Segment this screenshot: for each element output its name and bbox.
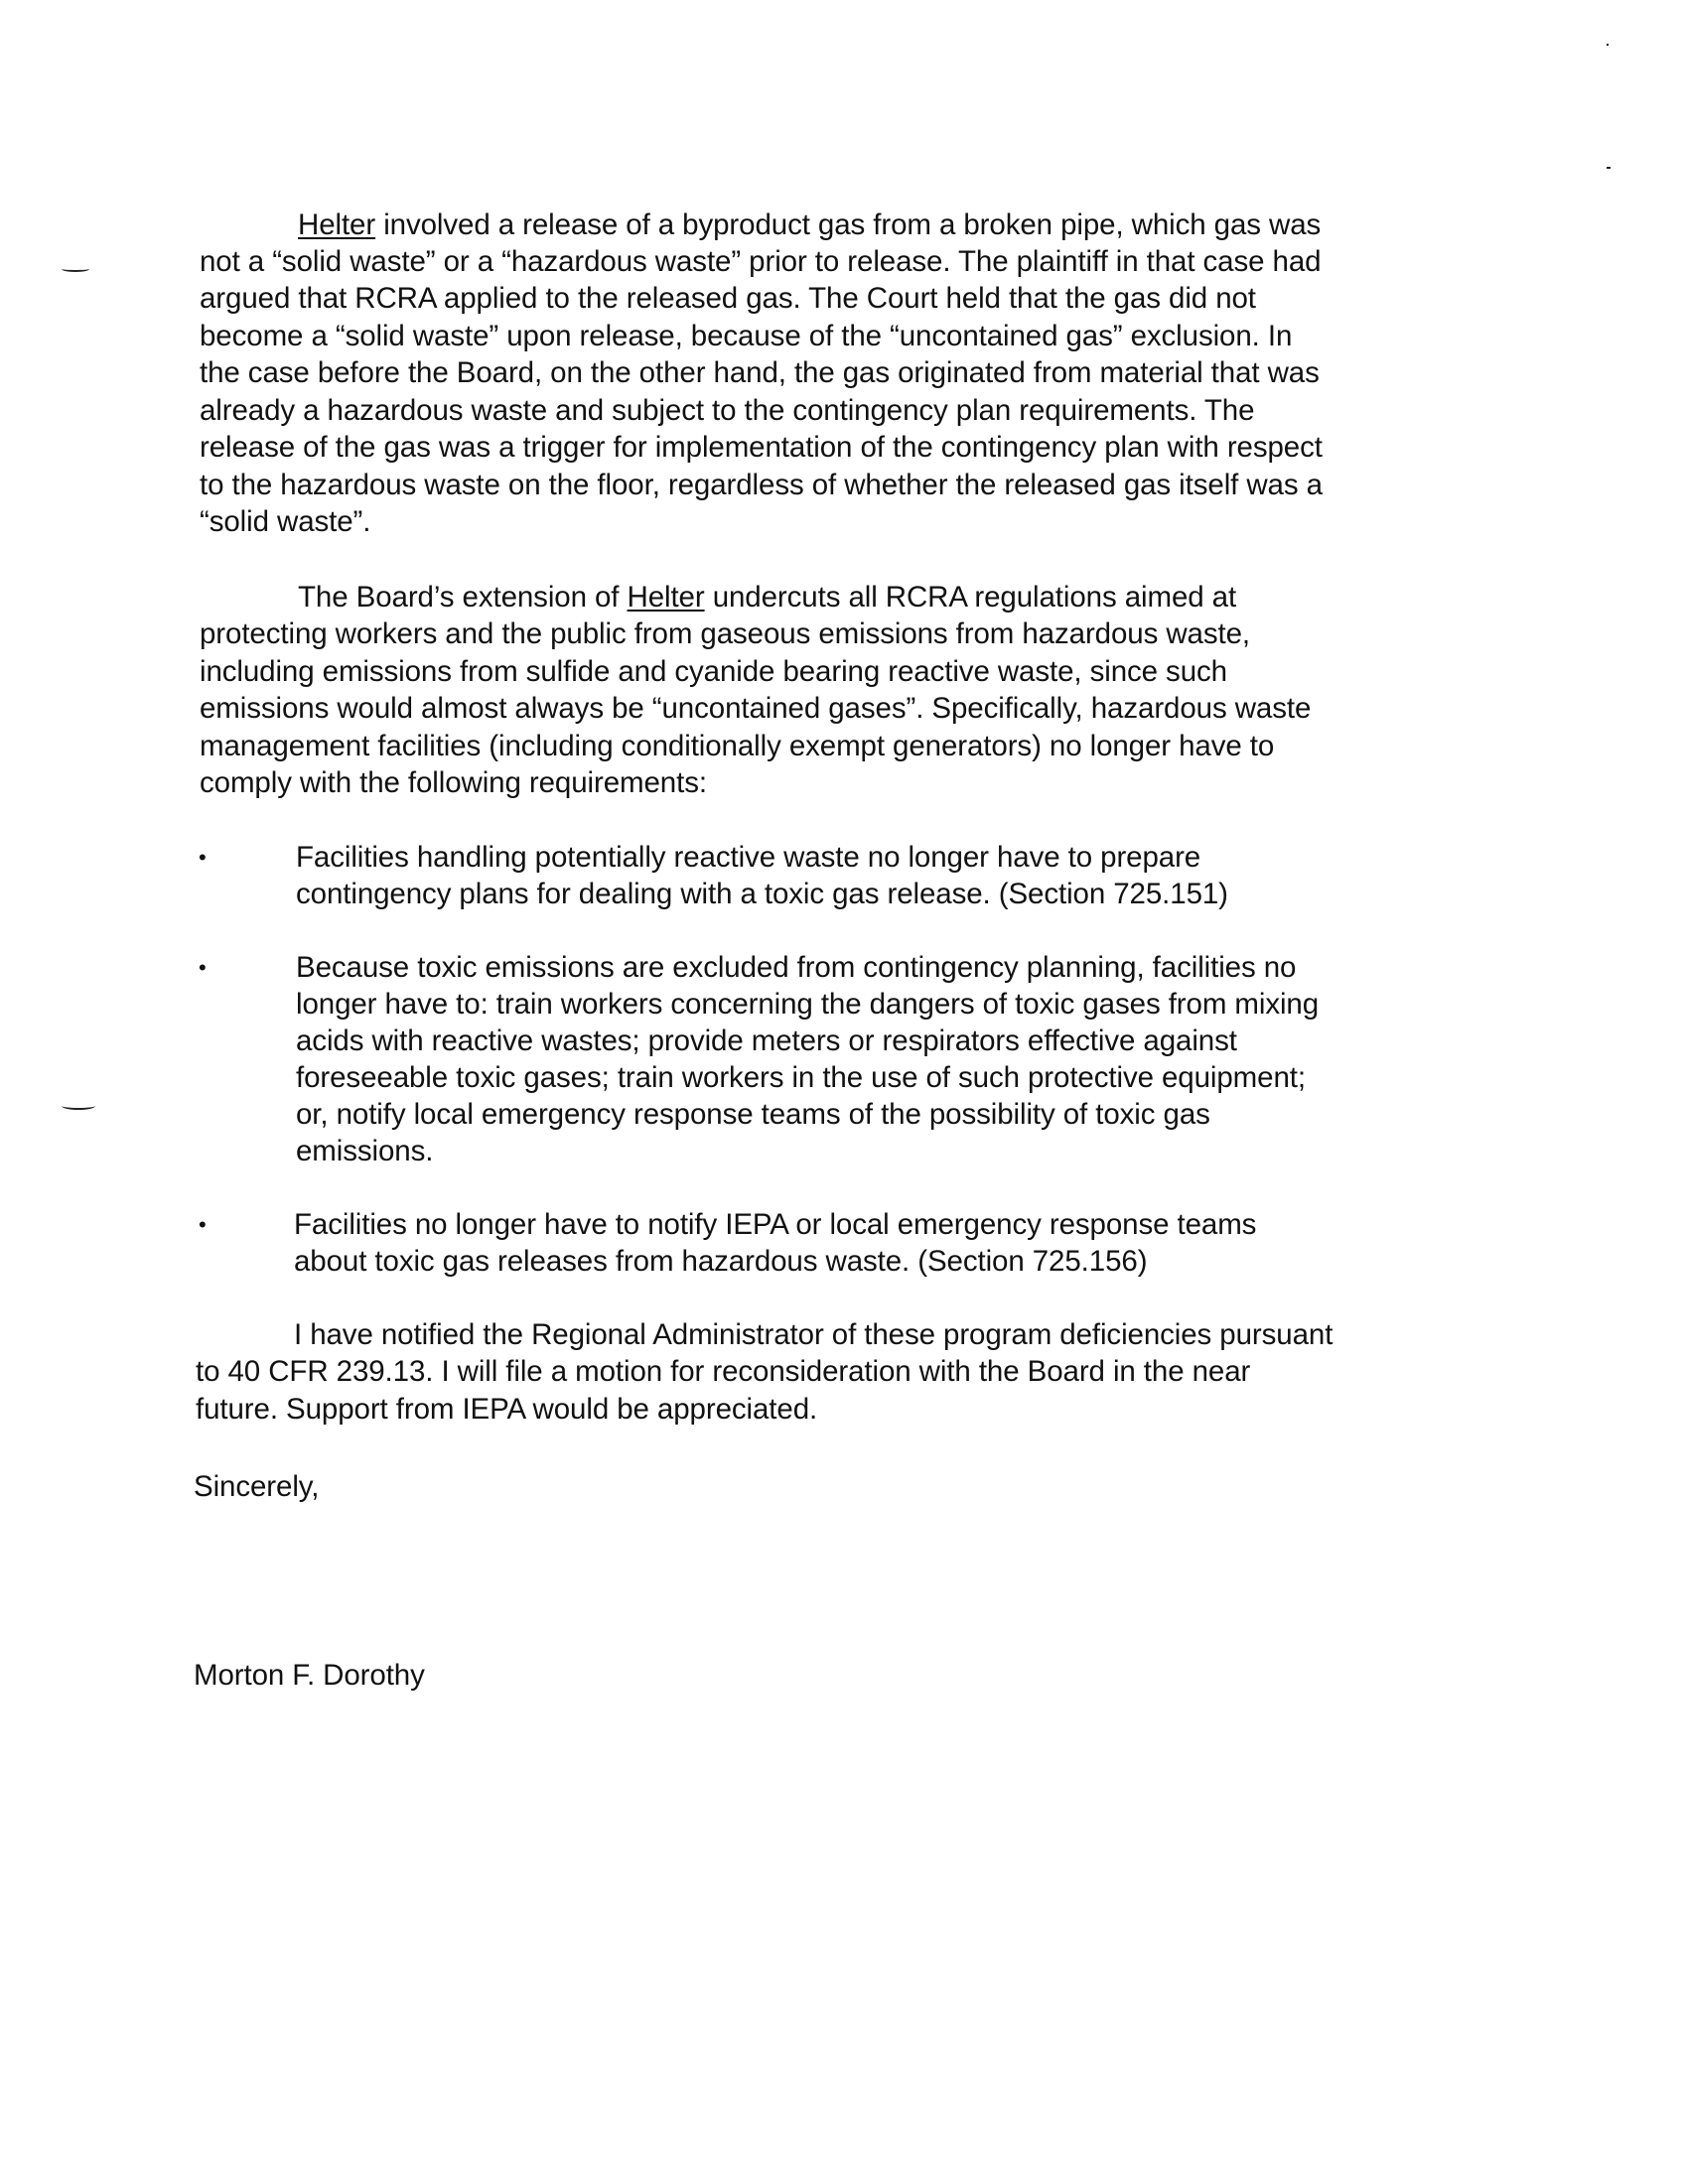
bullet-line: longer have to: train workers concerning the dangers of toxic gases from mixing	[296, 988, 1320, 1021]
closing-salutation: Sincerely,	[194, 1470, 320, 1503]
bullet-icon: •	[199, 955, 207, 980]
paragraph-line: The Board’s extension of Helter undercuts all RCRA regulations aimed at	[298, 581, 1237, 614]
bullet-line: about toxic gas releases from hazardous waste. (Section 725.156)	[294, 1245, 1148, 1278]
paragraph-line: become a “solid waste” upon release, because of the “uncontained gas” exclusion. In	[200, 320, 1293, 352]
case-name-underlined: Helter	[627, 581, 705, 614]
paragraph-line: emissions would almost always be “uncontained gases”. Specifically, hazardous waste	[200, 692, 1312, 725]
scan-artifact-speck	[1607, 167, 1611, 169]
bullet-line: contingency plans for dealing with a toxic gas release. (Section 725.151)	[296, 878, 1228, 910]
signature-name: Morton F. Dorothy	[194, 1659, 425, 1692]
paragraph-line: not a “solid waste” or a “hazardous waste” prior to release. The plaintiff in that case had	[200, 245, 1322, 278]
paragraph-line: to 40 CFR 239.13. I will file a motion for reconsideration with the Board in the near	[196, 1355, 1251, 1388]
paragraph-line: “solid waste”.	[200, 505, 371, 538]
bullet-line: foreseeable toxic gases; train workers in the use of such protective equipment;	[296, 1061, 1306, 1094]
paragraph-line: to the hazardous waste on the floor, regardless of whether the released gas itself was a	[200, 469, 1323, 501]
bullet-line: or, notify local emergency response teams of the possibility of toxic gas	[296, 1098, 1210, 1131]
paragraph-line: including emissions from sulfide and cyanide bearing reactive waste, since such	[200, 655, 1227, 688]
bullet-line: Facilities handling potentially reactive waste no longer have to prepare	[296, 841, 1201, 874]
bullet-line: Facilities no longer have to notify IEPA or local emergency response teams	[294, 1208, 1257, 1241]
paragraph-line: Helter involved a release of a byproduct gas from a broken pipe, which gas was	[298, 208, 1322, 241]
bullet-icon: •	[199, 845, 207, 870]
scan-artifact-mark	[62, 266, 89, 272]
scan-artifact-speck	[1607, 44, 1609, 46]
paragraph-line: future. Support from IEPA would be appreciated.	[196, 1393, 818, 1426]
bullet-line: acids with reactive wastes; provide meters or respirators effective against	[296, 1024, 1237, 1057]
paragraph-line: the case before the Board, on the other hand, the gas originated from material that was	[200, 356, 1320, 389]
bullet-icon: •	[199, 1212, 207, 1237]
paragraph-line: I have notified the Regional Administrator of these program deficiencies pursuant	[294, 1318, 1333, 1351]
paragraph-line: protecting workers and the public from gaseous emissions from hazardous waste,	[200, 617, 1250, 650]
bullet-line: emissions.	[296, 1135, 434, 1167]
bullet-line: Because toxic emissions are excluded from contingency planning, facilities no	[296, 951, 1297, 984]
paragraph-line: release of the gas was a trigger for implementation of the contingency plan with respect	[200, 431, 1323, 464]
paragraph-line: already a hazardous waste and subject to the contingency plan requirements. The	[200, 394, 1255, 427]
scan-artifact-mark	[62, 1102, 95, 1110]
case-name-underlined: Helter	[298, 208, 376, 241]
paragraph-line: argued that RCRA applied to the released gas. The Court held that the gas did not	[200, 282, 1256, 315]
paragraph-line: comply with the following requirements:	[200, 766, 707, 799]
paragraph-line: management facilities (including conditionally exempt generators) no longer have to	[200, 730, 1275, 762]
